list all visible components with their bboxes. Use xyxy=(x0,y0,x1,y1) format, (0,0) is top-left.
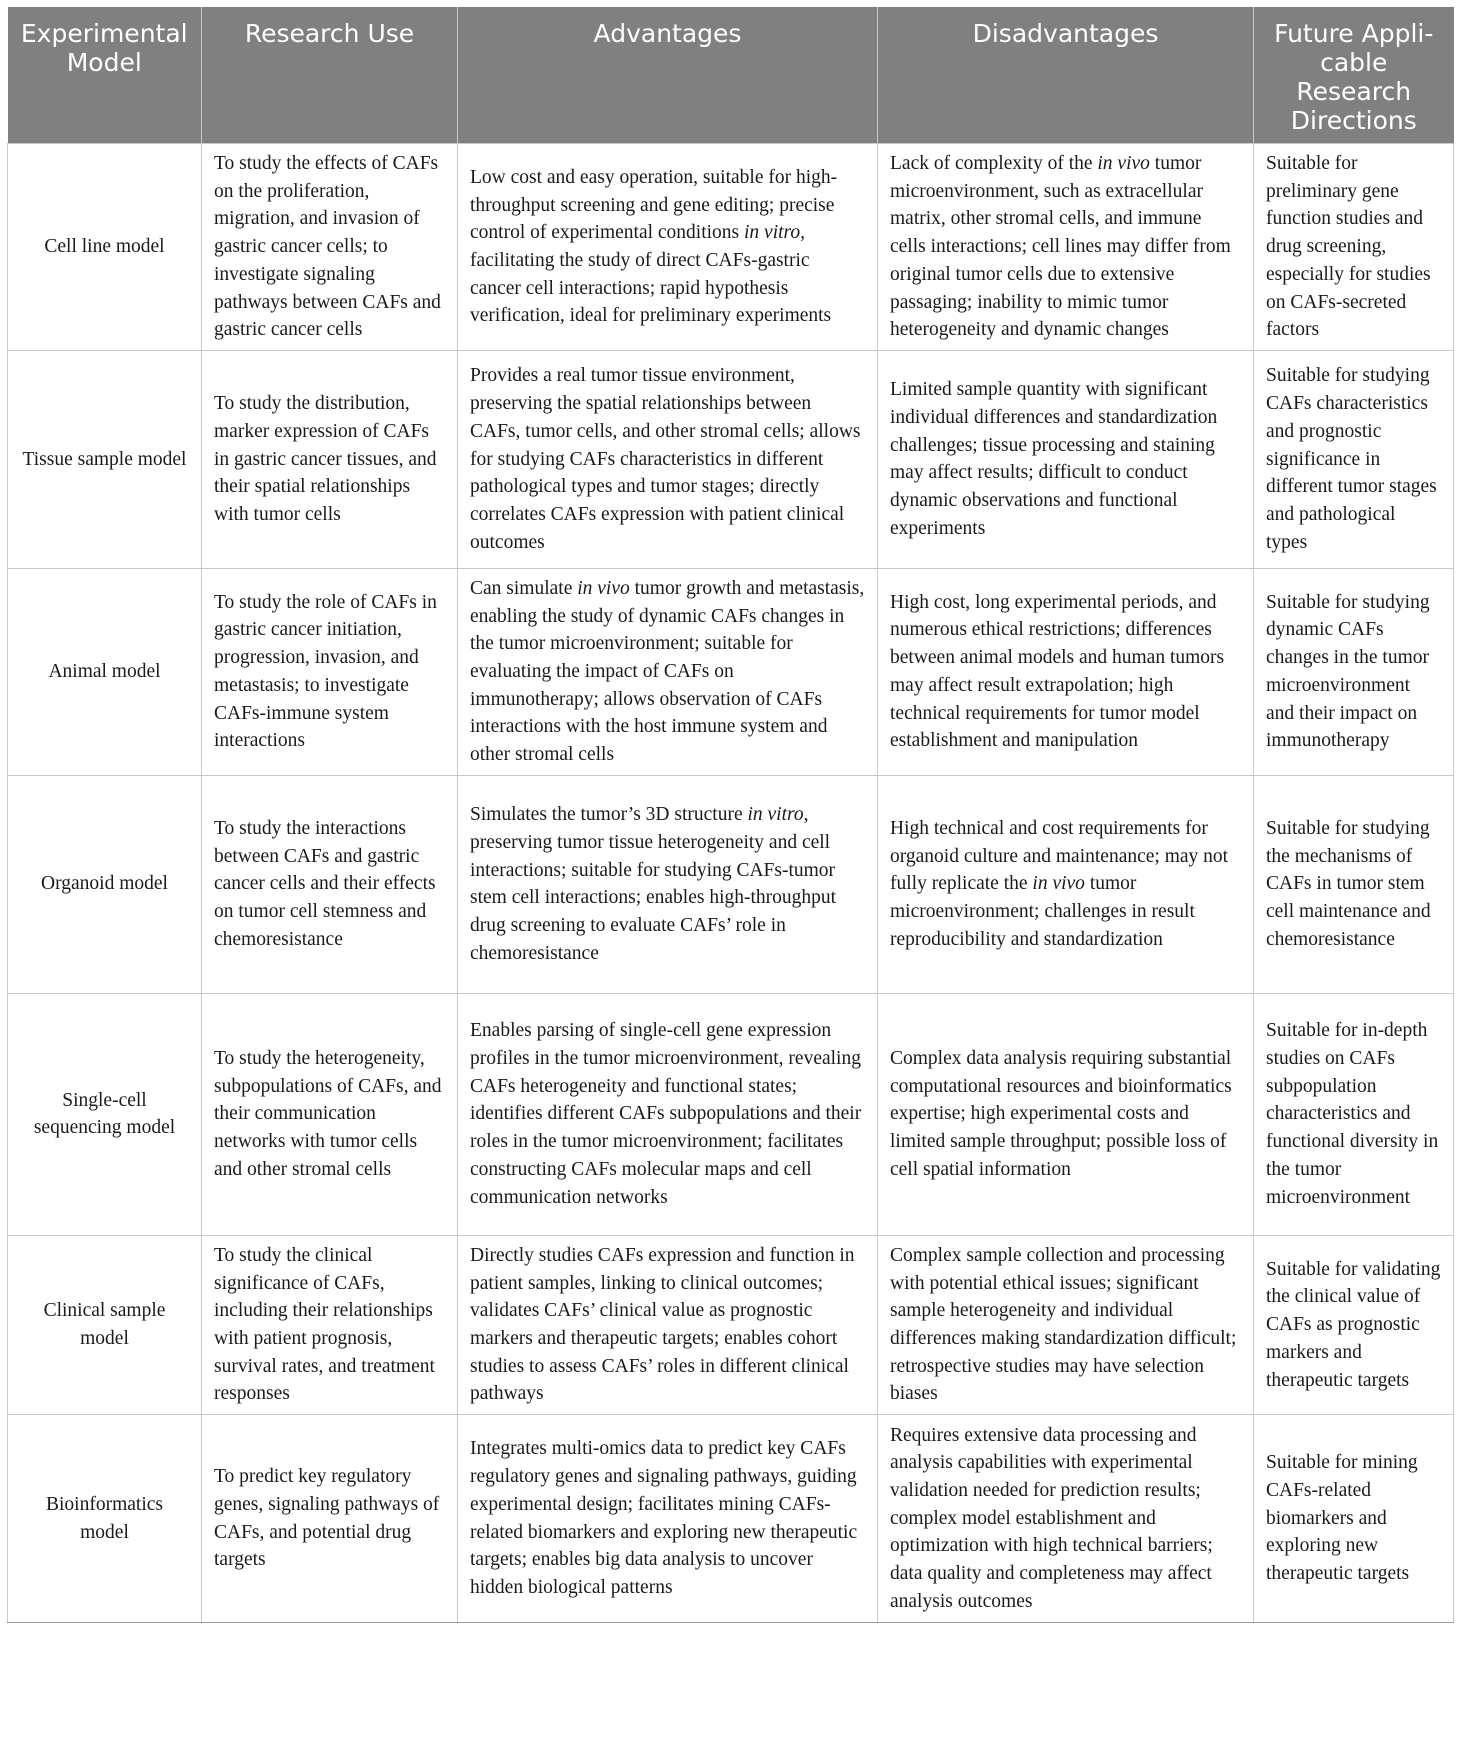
cell-research-use: To study the role of CAFs in gastric cancer initiation, progression, invasion, and metastasis; to investigate CAFs-immune system interactions xyxy=(202,568,458,775)
cell-future: Suitable for in-depth studies on CAFs subpopulation characteristics and functional diversity in the tumor microenvironment xyxy=(1254,993,1454,1235)
header-row xyxy=(8,7,1454,144)
cell-research-use: To study the distribution, marker expression of CAFs in gastric cancer tissues, and their spatial relationships with tumor cells xyxy=(202,350,458,568)
table-row xyxy=(8,993,1454,1235)
cell-future: Suitable for validating the clinical value of CAFs as prognostic markers and therapeutic targets xyxy=(1254,1235,1454,1414)
header-advantages: Advantages xyxy=(458,7,878,144)
cell-model: Organoid model xyxy=(8,775,202,993)
cell-research-use: To predict key regulatory genes, signaling pathways of CAFs, and potential drug targets xyxy=(202,1415,458,1623)
header-disadvantages: Disadvantages xyxy=(878,7,1254,144)
cell-future: Suitable for mining CAFs-related biomarkers and exploring new therapeutic targets xyxy=(1254,1415,1454,1623)
cell-advantages: Low cost and easy operation, suitable for high-throughput screening and gene editing; precise control of experimental conditions in vitro, facilitating the study of direct CAFs-gastric cancer cell interactions; rapid hypothesis verification, ideal for preliminary experiments xyxy=(458,144,878,351)
table-row xyxy=(8,350,1454,568)
cell-disadvantages: High cost, long experimental periods, and numerous ethical restrictions; differences between animal models and human tumors may affect result extrapolation; high technical requirements for tumor model establishment and manipulation xyxy=(878,568,1254,775)
cell-research-use: To study the heterogeneity, subpopulations of CAFs, and their communication networks with tumor cells and other stromal cells xyxy=(202,993,458,1235)
cell-research-use: To study the clinical significance of CAFs, including their relationships with patient prognosis, survival rates, and treatment responses xyxy=(202,1235,458,1414)
table-row xyxy=(8,568,1454,775)
table-container xyxy=(7,7,1453,1623)
cell-future: Suitable for studying dynamic CAFs changes in the tumor microenvironment and their impact on immunotherapy xyxy=(1254,568,1454,775)
table-row xyxy=(8,1415,1454,1623)
header-experimental-model: Experimental Model xyxy=(8,7,202,144)
cell-advantages: Provides a real tumor tissue environment, preserving the spatial relationships between CAFs, tumor cells, and other stromal cells; allows for studying CAFs characteristics in different pathological types and tumor stages; directly correlates CAFs expression with patient clinical outcomes xyxy=(458,350,878,568)
header-future-directions: Future Appli-cable Research Directions xyxy=(1254,7,1454,144)
cell-research-use: To study the effects of CAFs on the proliferation, migration, and invasion of gastric cancer cells; to investigate signaling pathways between CAFs and gastric cancer cells xyxy=(202,144,458,351)
cell-disadvantages: Limited sample quantity with significant individual differences and standardization challenges; tissue processing and staining may affect results; difficult to conduct dynamic observations and functional experiments xyxy=(878,350,1254,568)
cell-advantages: Can simulate in vivo tumor growth and metastasis, enabling the study of dynamic CAFs changes in the tumor microenvironment; suitable for evaluating the impact of CAFs on immunotherapy; allows observation of CAFs interactions with the host immune system and other stromal cells xyxy=(458,568,878,775)
experimental-models-table xyxy=(7,7,1454,1623)
table-row xyxy=(8,144,1454,351)
cell-model: Clinical sample model xyxy=(8,1235,202,1414)
cell-disadvantages: Complex data analysis requiring substantial computational resources and bioinformatics expertise; high experimental costs and limited sample throughput; possible loss of cell spatial information xyxy=(878,993,1254,1235)
cell-disadvantages: Complex sample collection and processing with potential ethical issues; significant sample heterogeneity and individual differences making standardization difficult; retrospective studies may have selection biases xyxy=(878,1235,1254,1414)
table-row xyxy=(8,1235,1454,1414)
header-research-use: Research Use xyxy=(202,7,458,144)
cell-advantages: Enables parsing of single-cell gene expression profiles in the tumor microenvironment, revealing CAFs heterogeneity and functional states; identifies different CAFs subpopulations and their roles in the tumor microenvironment; facilitates constructing CAFs molecular maps and cell communication networks xyxy=(458,993,878,1235)
cell-research-use: To study the interactions between CAFs and gastric cancer cells and their effects on tumor cell stemness and chemoresistance xyxy=(202,775,458,993)
cell-model: Tissue sample model xyxy=(8,350,202,568)
cell-model: Cell line model xyxy=(8,144,202,351)
cell-disadvantages: Lack of complexity of the in vivo tumor microenvironment, such as extracellular matrix, other stromal cells, and immune cells interactions; cell lines may differ from original tumor cells due to extensive passaging; inability to mimic tumor heterogeneity and dynamic changes xyxy=(878,144,1254,351)
cell-advantages: Integrates multi-omics data to predict key CAFs regulatory genes and signaling pathways, guiding experimental design; facilitates mining CAFs-related biomarkers and exploring new therapeutic targets; enables big data analysis to uncover hidden biological patterns xyxy=(458,1415,878,1623)
cell-advantages: Simulates the tumor’s 3D structure in vitro, preserving tumor tissue heterogeneity and cell interactions; suitable for studying CAFs-tumor stem cell interactions; enables high-throughput drug screening to evaluate CAFs’ role in chemoresistance xyxy=(458,775,878,993)
cell-model: Bioinformatics model xyxy=(8,1415,202,1623)
table-row xyxy=(8,775,1454,993)
cell-model: Animal model xyxy=(8,568,202,775)
cell-future: Suitable for preliminary gene function studies and drug screening, especially for studies on CAFs-secreted factors xyxy=(1254,144,1454,351)
cell-future: Suitable for studying CAFs characteristics and prognostic significance in different tumor stages and pathological types xyxy=(1254,350,1454,568)
cell-advantages: Directly studies CAFs expression and function in patient samples, linking to clinical outcomes; validates CAFs’ clinical value as prognostic markers and therapeutic targets; enables cohort studies to assess CAFs’ roles in different clinical pathways xyxy=(458,1235,878,1414)
cell-disadvantages: Requires extensive data processing and analysis capabilities with experimental validation needed for prediction results; complex model establishment and optimization with high technical barriers; data quality and completeness may affect analysis outcomes xyxy=(878,1415,1254,1623)
cell-model: Single-cell sequencing model xyxy=(8,993,202,1235)
cell-future: Suitable for studying the mechanisms of CAFs in tumor stem cell maintenance and chemoresistance xyxy=(1254,775,1454,993)
cell-disadvantages: High technical and cost requirements for organoid culture and maintenance; may not fully replicate the in vivo tumor microenvironment; challenges in result reproducibility and standardization xyxy=(878,775,1254,993)
